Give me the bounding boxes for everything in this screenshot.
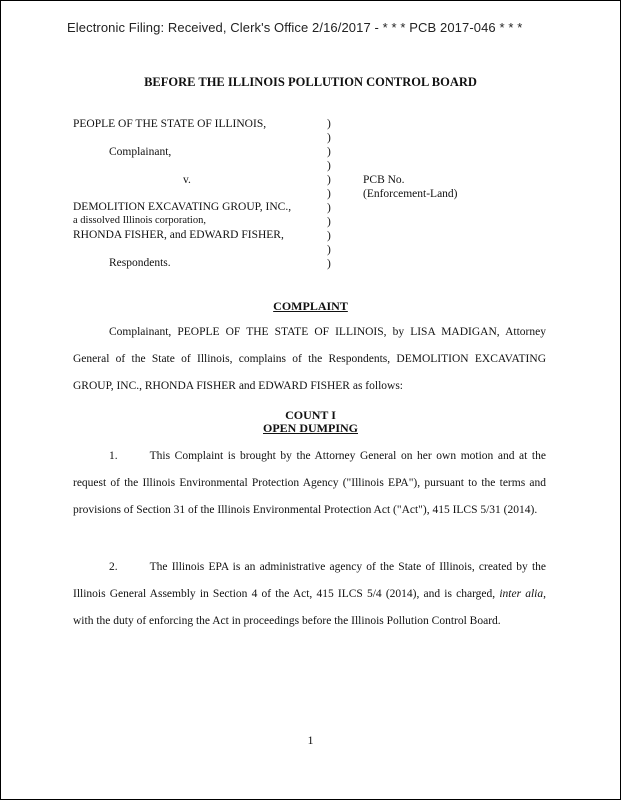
caption-paren: ) (327, 216, 331, 228)
case-type: (Enforcement-Land) (363, 188, 458, 200)
latin-phrase: inter alia (499, 588, 544, 600)
caption-paren: ) (327, 202, 331, 214)
caption-paren: ) (327, 188, 331, 200)
paragraph-number: 2. (109, 561, 118, 573)
intro-paragraph: Complainant, PEOPLE OF THE STATE OF ILLINOIS, by LISA MADIGAN, Attorney General of the State of Illinois, complains of the Respondents, DEMOLITION EXCAVATING GROUP, INC., RHONDA FISHER and EDWARD FISHER as follows: (73, 326, 546, 392)
count-number: COUNT I (285, 408, 336, 422)
complaint-heading: COMPLAINT (273, 299, 348, 313)
filing-stamp: Electronic Filing: Received, Clerk's Office 2/16/2017 - * * * PCB 2017-046 * * * (67, 20, 523, 35)
caption-paren: ) (327, 174, 331, 186)
paragraph-text: , with the duty of enforcing the Act in proceedings before the Illinois Pollution Control Board. (73, 588, 546, 627)
count-title: OPEN DUMPING (263, 421, 358, 435)
caption-paren: ) (327, 132, 331, 144)
caption-paren: ) (327, 258, 331, 270)
caption-paren: ) (327, 244, 331, 256)
paragraph-text: The Illinois EPA is an administrative agency of the State of Illinois, created by the Illinois General Assembly in Section 4 of the Act, 415 ILCS 5/4 (2014), and is charged, (73, 561, 546, 600)
board-title: BEFORE THE ILLINOIS POLLUTION CONTROL BOARD (144, 75, 477, 89)
caption-paren: ) (327, 160, 331, 172)
defendant-description: a dissolved Illinois corporation, (73, 215, 206, 226)
caption-paren: ) (327, 146, 331, 158)
versus-label: v. (183, 174, 191, 186)
paragraph-1 (73, 443, 546, 524)
respondent-role: Respondents. (109, 257, 171, 269)
defendant-company: DEMOLITION EXCAVATING GROUP, INC., (73, 201, 292, 213)
caption-paren: ) (327, 230, 331, 242)
complainant-role: Complainant, (109, 146, 172, 158)
plaintiff-name: PEOPLE OF THE STATE OF ILLINOIS, (73, 118, 267, 130)
paragraph-2 (73, 554, 546, 635)
defendant-individuals: RHONDA FISHER, and EDWARD FISHER, (73, 229, 284, 241)
caption-paren: ) (327, 118, 331, 130)
page-number: 1 (307, 733, 314, 747)
paragraph-text: This Complaint is brought by the Attorney General on her own motion and at the request of the Illinois Environmental Protection Agency ("Illinois EPA"), pursuant to the terms and provisions of Section 31 of the Illinois Environmental Protection Act ("Act"), 415 ILCS 5/31 (2014). (73, 450, 546, 516)
case-number: PCB No. (363, 174, 405, 186)
paragraph-number: 1. (109, 450, 118, 462)
